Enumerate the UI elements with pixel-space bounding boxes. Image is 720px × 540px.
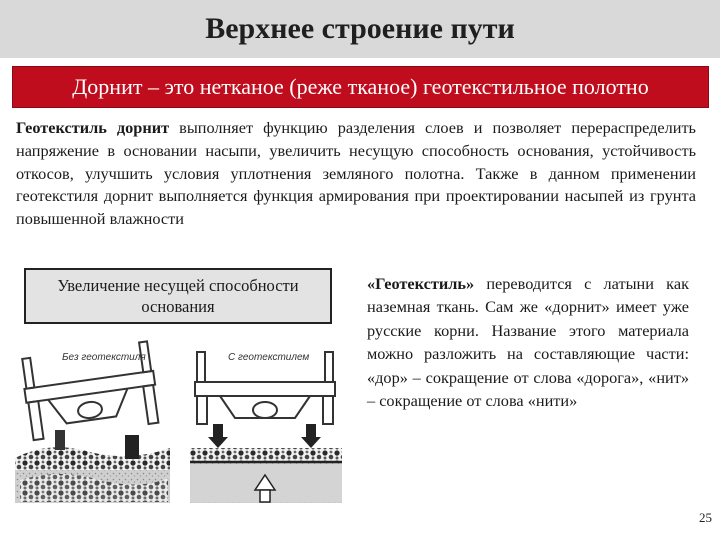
intro-text: выполняет функцию разделения слоев и позволяет перераспределить напряжение в основании насыпи, увеличить несущую способность основания, устойчивость откосов, улучшить условия уплотнения земляного полотна. Также в данном применении геотекстиля дорнит выполняется функция армирования при проектировании насыпей из грунта повышенной влажности	[16, 118, 696, 229]
subtitle-text: Дорнит – это нетканое (реже тканое) геотекстильное полотно	[72, 74, 649, 99]
with-geotextile-diagram	[190, 352, 342, 503]
etymology-text: переводится с латыни как наземная ткань. Сам же «дорнит» имеет уже русские корни. Название этого материала можно разложить на составляющие части: «дор» – сокращение от слова «дорога», «нит» – сокращение от слова «нити»	[367, 274, 689, 411]
callout-text: Увеличение несущей способности основания	[57, 276, 299, 316]
without-geotextile-diagram	[15, 341, 170, 503]
geotextile-illustration	[10, 340, 350, 505]
figure-label-with: С геотекстилем	[228, 352, 310, 363]
subtitle-banner	[12, 66, 709, 108]
comparison-figure	[10, 340, 350, 505]
etymology-term: «Геотекстиль»	[367, 274, 475, 293]
figure-label-without: Без геотекстиля	[62, 352, 146, 363]
etymology-paragraph	[367, 272, 689, 412]
slide-title: Верхнее строение пути	[205, 12, 515, 45]
intro-paragraph	[16, 117, 696, 231]
intro-term: Геотекстиль дорнит	[16, 118, 170, 137]
title-bar	[0, 0, 720, 58]
callout-box	[24, 268, 332, 324]
page-number: 25	[699, 510, 712, 525]
